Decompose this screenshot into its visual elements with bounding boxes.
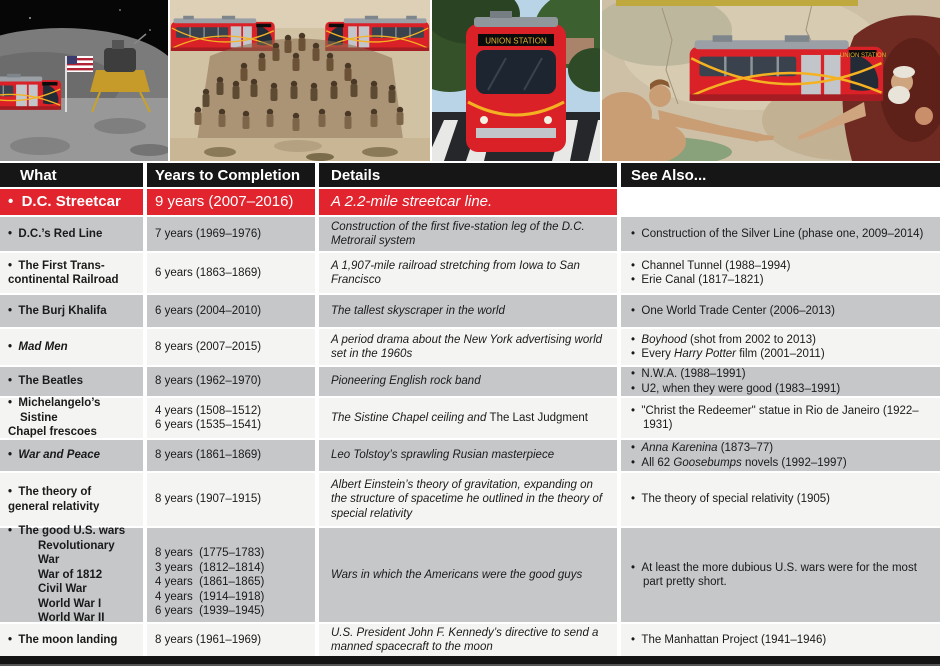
cell-years-row11: 8 years (1961–1969): [147, 624, 315, 656]
cell-what-row9: • The theory of general relativity: [0, 473, 143, 526]
cell-years-row8: 8 years (1861–1869): [147, 440, 315, 471]
cell-details-row8: Leo Tolstoy’s sprawling Rusian masterpiece: [319, 440, 617, 471]
cell-details-row5: A period drama about the New York advertising world set in the 1960s: [319, 329, 617, 365]
cell-details-row10: Wars in which the Americans were the good guys: [319, 528, 617, 622]
cell-years-row4: 6 years (2004–2010): [147, 295, 315, 327]
cell-what-row3: • The First Trans- continental Railroad: [0, 253, 143, 293]
bottom-bar: [0, 656, 940, 664]
cell-details-row3: A 1,907-mile railroad stretching from Iowa to San Francisco: [319, 253, 617, 293]
cell-seealso-row7: • "Christ the Redeemer" statue in Rio de Janeiro (1922–1931): [621, 398, 940, 438]
moon-landing-photo: [0, 0, 168, 161]
cell-seealso-row5: • Boyhood (shot from 2002 to 2013) • Every Harry Potter film (2001–2011): [621, 329, 940, 365]
table-wrap: [0, 161, 940, 656]
cell-what-row10: • The good U.S. wars Revolutionary War War of 1812 Civil War World War I World War II: [0, 528, 143, 622]
transcontinental-railroad-photo: [170, 0, 430, 161]
cell-seealso-row9: • The theory of special relativity (1905): [621, 473, 940, 526]
cell-what-row8: • War and Peace: [0, 440, 143, 471]
cell-seealso-row8: • Anna Karenina (1873–77) • All 62 Goosebumps novels (1992–1997): [621, 440, 940, 471]
comparison-table: [0, 163, 940, 656]
cell-seealso-row6: • N.W.A. (1988–1991) • U2, when they were good (1983–1991): [621, 367, 940, 396]
cell-seealso-row3: • Channel Tunnel (1988–1994) • Erie Canal (1817–1821): [621, 253, 940, 293]
destination-sign: UNION STATION: [485, 36, 547, 46]
cell-what-row4: • The Burj Khalifa: [0, 295, 143, 327]
cell-seealso-row4: • One World Trade Center (2006–2013): [621, 295, 940, 327]
creation-of-adam-photo: [602, 0, 940, 161]
cell-what-row1: • D.C. Streetcar: [0, 189, 143, 215]
column-header-what: What: [0, 163, 143, 187]
cell-years-row6: 8 years (1962–1970): [147, 367, 315, 396]
column-header-details: Details: [319, 163, 617, 187]
bottom-edge: [0, 664, 940, 666]
cell-what-row11: • The moon landing: [0, 624, 143, 656]
cell-years-row3: 6 years (1863–1869): [147, 253, 315, 293]
cell-seealso-row2: • Construction of the Silver Line (phase one, 2009–2014): [621, 217, 940, 251]
cell-seealso-row1: [621, 189, 940, 215]
cell-what-row7: • Michelangelo’s Sistine Chapel frescoes: [0, 398, 143, 438]
column-header-seealso: See Also...: [621, 163, 940, 187]
streetcar-street-photo: [432, 0, 600, 161]
destination-sign: UNION STATION: [839, 53, 887, 59]
cell-details-row9: Albert Einstein’s theory of gravitation, expanding on the structure of spacetime he outlined in the theory of special relativity: [319, 473, 617, 526]
cell-years-row2: 7 years (1969–1976): [147, 217, 315, 251]
photo-collage: [0, 0, 940, 161]
cell-what-row2: • D.C.’s Red Line: [0, 217, 143, 251]
cell-what-row6: • The Beatles: [0, 367, 143, 396]
cell-details-row7: The Sistine Chapel ceiling and The Last Judgment: [319, 398, 617, 438]
cell-years-row9: 8 years (1907–1915): [147, 473, 315, 526]
column-header-years: Years to Completion: [147, 163, 315, 187]
cell-years-row1: 9 years (2007–2016): [147, 189, 315, 215]
cell-details-row1: A 2.2-mile streetcar line.: [319, 189, 617, 215]
cell-seealso-row10: • At least the more dubious U.S. wars were for the most part pretty short.: [621, 528, 940, 622]
cell-details-row11: U.S. President John F. Kennedy’s directive to send a manned spacecraft to the moon: [319, 624, 617, 656]
cell-years-row7: 4 years (1508–1512) 6 years (1535–1541): [147, 398, 315, 438]
cell-details-row2: Construction of the first five-station leg of the D.C. Metrorail system: [319, 217, 617, 251]
cell-details-row6: Pioneering English rock band: [319, 367, 617, 396]
cell-years-row10: 8 years (1775–1783) 3 years (1812–1814) 4 years (1861–1865) 4 years (1914–1918) 6 years (1939–1945): [147, 528, 315, 622]
cell-what-row5: • Mad Men: [0, 329, 143, 365]
cell-details-row4: The tallest skyscraper in the world: [319, 295, 617, 327]
cell-years-row5: 8 years (2007–2015): [147, 329, 315, 365]
streetcar-icon: [466, 11, 566, 152]
cell-seealso-row11: • The Manhattan Project (1941–1946): [621, 624, 940, 656]
